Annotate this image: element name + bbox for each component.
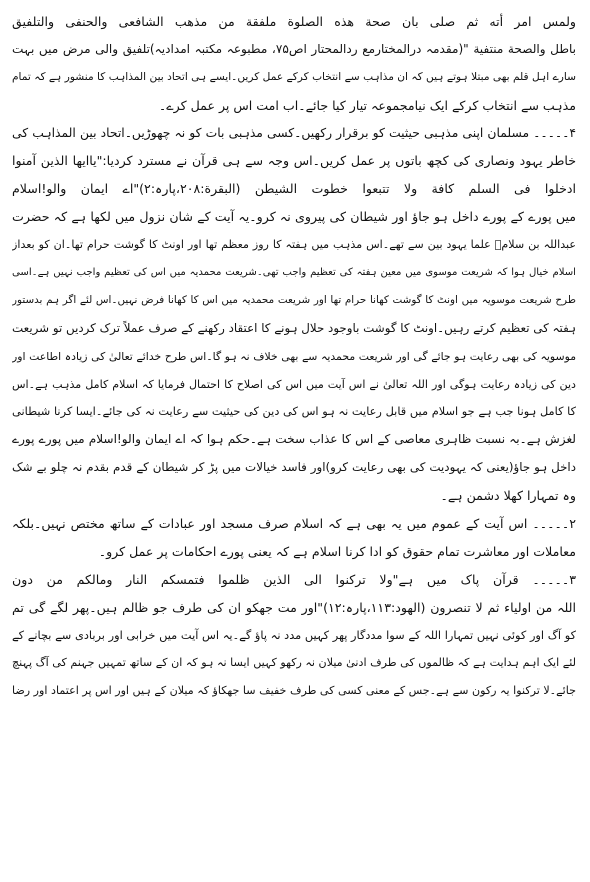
text-line-20: معاملات اور معاشرت تمام حقوق کو ادا کرنا اسلام ہے کہ یعنی پورے احکامات پر عمل کرو۔ bbox=[98, 543, 576, 559]
text-line-3: سارے اہل قلم بھی مبتلا ہوتے ہیں کہ ان مذاہب سے انتخاب کرکے عمل کریں۔ایسے ہی اتحاد بین المذاہب کا منشور ہے کہ تمام bbox=[12, 70, 576, 83]
text-line-11: طرح شریعت موسویہ میں اونٹ کا گوشت کھانا حرام تھا اور شریعت محمدیہ میں اس کا کھانا فرض نہیں۔اس لئے اگر ہم بدستور bbox=[12, 293, 576, 306]
paragraph-4-start: ۴۔۔۔۔۔ مسلمان اپنی مذہبی حیثیت کو برقرار رکھیں۔کسی مذہبی بات کو نہ چھوڑیں۔اتحاد بین المذاہب کی bbox=[12, 125, 576, 140]
paragraph-2-start: ۲۔۔۔۔۔ اس آیت کے عموم میں یہ بھی ہے کہ اسلام صرف مسجد اور عبادات کے ساتھ مختص نہیں۔بلکہ bbox=[12, 516, 576, 532]
text-line-7: ادخلوا فی السلم کافة ولا تتبعوا خطوت الشیطن (البقرة:۲۰۸،پارہ:۲)"اے ایمان والو!اسلام bbox=[12, 181, 576, 197]
text-line-1: ولمس امر أته ثم صلی بان صحة هذه الصلوة ملفقة من مذهب الشافعی والحنفی والتلفیق bbox=[12, 14, 576, 29]
text-line-22: اللہ من اولیاء ثم لا تنصرون (الهود:۱۱۳،پارہ:۱۲)"اور مت جھکو ان کی طرف جو ظالم ہیں۔پھر لگے گی تم bbox=[12, 599, 576, 615]
text-line-14: دین کی زیادہ رعایت ہوگی اور اللہ تعالیٰ نے اس آیت میں اس کی اصلاح کا احتمال فرمایا کہ اسلام کامل مذہب ہے۔اس bbox=[12, 377, 576, 391]
paragraph-3-start: ۳۔۔۔۔۔ قرآن پاک میں ہے"ولا ترکنوا الی الذین ظلموا فتمسکم النار ومالکم من دون bbox=[12, 571, 576, 587]
text-line-24: لئے ایک اہم ہدایت ہے کہ ظالموں کی طرف ادنیٰ میلان نہ رکھو کہیں ایسا نہ ہو کہ ان کے ساتھ تمہیں جہنم کی آگ پہنچ bbox=[12, 656, 576, 670]
text-line-12: ہفتہ کی تعظیم کرتے رہیں۔اونٹ کا گوشت باوجود حلال ہونے کا اعتقاد رکھنے کے صرف عملاً ترک کردیں تو شریعت bbox=[12, 320, 576, 335]
text-line-6: خاطر یہود ونصاری کی کچھ باتوں پر عمل کریں۔اس وجہ سے ہی قرآن نے مسترد کردیا:"یاایھا الذین آمنوا bbox=[12, 153, 576, 169]
text-line-2: باطل والصحة منتفیة "(مقدمہ درالمختارمع ردالمحتار اص۷۵، مطبوعہ مکتبہ امدادیہ)تلفیق والی مرض میں بہت bbox=[12, 41, 576, 56]
text-line-9: عبداللہ بن سلامؓ علما یہود بین سے تھے۔اس مذہب میں ہفتہ کا روز معظم تھا اور اونٹ کا گوشت حرام تھا۔ان کو بعداز bbox=[12, 238, 576, 252]
text-line-25: جائے۔لا ترکنوا یہ رکون سے ہے۔جس کے معنی کسی کی طرف خفیف سا جھکاؤ کہ میلان کے ہیں اور اس پر اعتماد اور رضا bbox=[12, 684, 576, 698]
text-line-16: لغزش ہے۔بہ نسبت ظاہری معاصی کے اس کا عذاب سخت ہے۔حکم ہوا کہ اے ایمان والو!اسلام میں پورے پورے bbox=[12, 432, 576, 447]
text-line-23: کو آگ اور کوئی نہیں تمہارا اللہ کے سوا مددگار پھر کہیں مدد نہ پاؤ گے۔یہ اس آیت میں خرابی اور بربادی سے بچانے کے bbox=[12, 627, 576, 642]
text-line-17: داخل ہو جاؤ(یعنی کہ یہودیت کی بھی رعایت کرو)اور فاسد خیالات میں پڑ کر شیطان کے قدم بقدم نہ چلو بے شک bbox=[12, 460, 576, 475]
text-line-13: موسویہ کی بھی رعایت ہو جائے گی اور شریعت محمدیہ سے بھی خلاف نہ ہو گا۔اس طرح خدائے تعالیٰ کی زیادہ اطاعت اور bbox=[12, 349, 576, 363]
text-line-18: وہ تمہارا کھلا دشمن ہے۔ bbox=[440, 488, 576, 504]
text-line-15: کا کامل ہونا جب ہے جو اسلام میں قابل رعایت نہ ہو اس کی دین کی حیثیت سے رعایت نہ کی جائے۔ایسا کرنا شیطانی bbox=[12, 404, 576, 419]
text-line-8: میں پورے کے پورے داخل ہو جاؤ اور شیطان کی پیروی نہ کرو۔یہ آیت کے شان نزول میں لکھا ہے کہ حضرت bbox=[12, 209, 576, 225]
text-line-10: اسلام خیال ہوا کہ شریعت موسوی میں معین ہفتہ کی تعظیم واجب تھی۔شریعت محمدیہ میں اس کی تعظیم واجب نہیں ہے۔اسی bbox=[12, 267, 576, 279]
text-line-4: مذہب سے انتخاب کرکے ایک نیامجموعہ تیار کیا جائے۔اب امت اس پر عمل کرے۔ bbox=[158, 97, 576, 113]
